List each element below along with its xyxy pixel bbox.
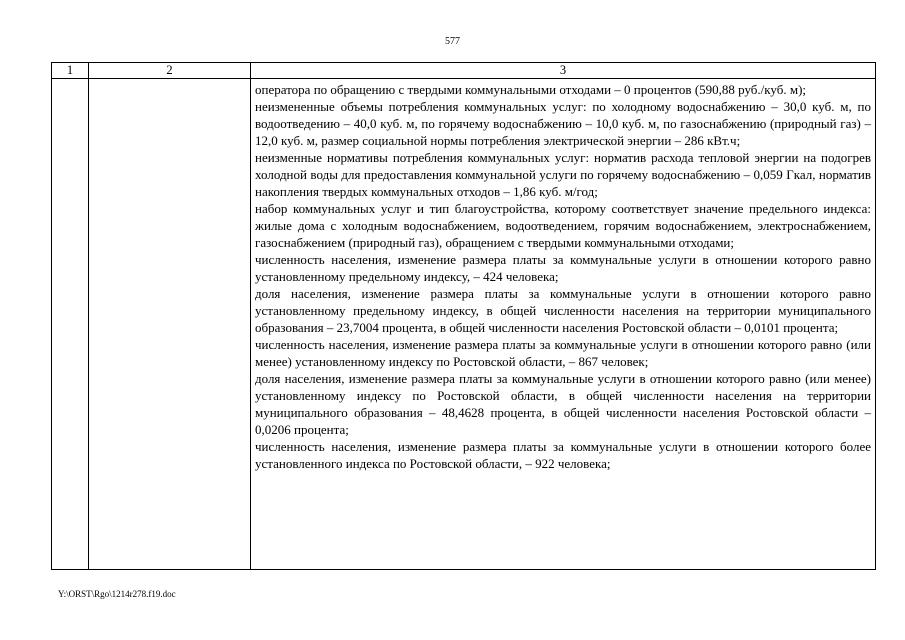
paragraph: численность населения, изменение размера платы за коммунальные услуги в отношении которого равно установленному предельному индексу, – 424 человека; (255, 252, 871, 284)
paragraph: неизменные нормативы потребления коммунальных услуг: норматив расхода тепловой энергии на подогрев холодной воды для предоставления коммунальной услуги по горячему водоснабжению – 0,059 Гкал, норматив накопления твердых коммунальных отходов – 1,86 куб. м/год; (255, 150, 871, 199)
paragraph: доля населения, изменение размера платы за коммунальные услуги в отношении которого равно установленному предельному индексу, в общей численности населения на территории муниципального образования – 23,7004 процента, в общей численности населения Ростовской области – 0,0101 процента; (255, 286, 871, 335)
paragraph: неизмененные объемы потребления коммунальных услуг: по холодному водоснабжению – 30,0 куб. м, по водоотведению – 40,0 куб. м, по горячему водоснабжению – 10,0 куб. м, по газоснабжению (природный газ) – 12,0 куб. м, размер социальной нормы потребления электрической энергии – 286 кВт.ч; (255, 99, 871, 148)
paragraph: доля населения, изменение размера платы за коммунальные услуги в отношении которого равно (или менее) установленному индексу по Ростовской области, в общей численности населения на территории муниципального образования – 48,4628 процента, в общей численности населения Ростовской области – 0,0206 процента; (255, 371, 871, 437)
column-header-1: 1 (52, 63, 89, 79)
document-table (51, 62, 876, 570)
column-header-2: 2 (89, 63, 251, 79)
table-header-row (52, 63, 876, 79)
paragraph: численность населения, изменение размера платы за коммунальные услуги в отношении которого более установленного индекса по Ростовской области, – 922 человека; (255, 439, 871, 471)
paragraph: оператора по обращению с твердыми коммунальными отходами – 0 процентов (590,88 руб./куб. м); (255, 82, 807, 97)
table-cell-column-2 (89, 79, 251, 570)
table-cell-column-3 (251, 79, 876, 570)
table-row (52, 79, 876, 570)
column-header-3: 3 (251, 63, 876, 79)
paragraph: набор коммунальных услуг и тип благоустройства, которому соответствует значение предельного индекса: жилые дома с холодным водоснабжением, водоотведением, горячим водоснабжением, электроснабжением, газоснабжением (природный газ), обращением с твердыми коммунальными отходами; (255, 201, 871, 250)
footer-file-path: Y:\ORST\Rgo\1214r278.f19.doc (58, 589, 176, 599)
page-number: 577 (445, 36, 460, 47)
paragraph: численность населения, изменение размера платы за коммунальные услуги в отношении которого равно (или менее) установленному индексу по Ростовской области, – 867 человек; (255, 337, 871, 369)
table-cell-column-1 (52, 79, 89, 570)
